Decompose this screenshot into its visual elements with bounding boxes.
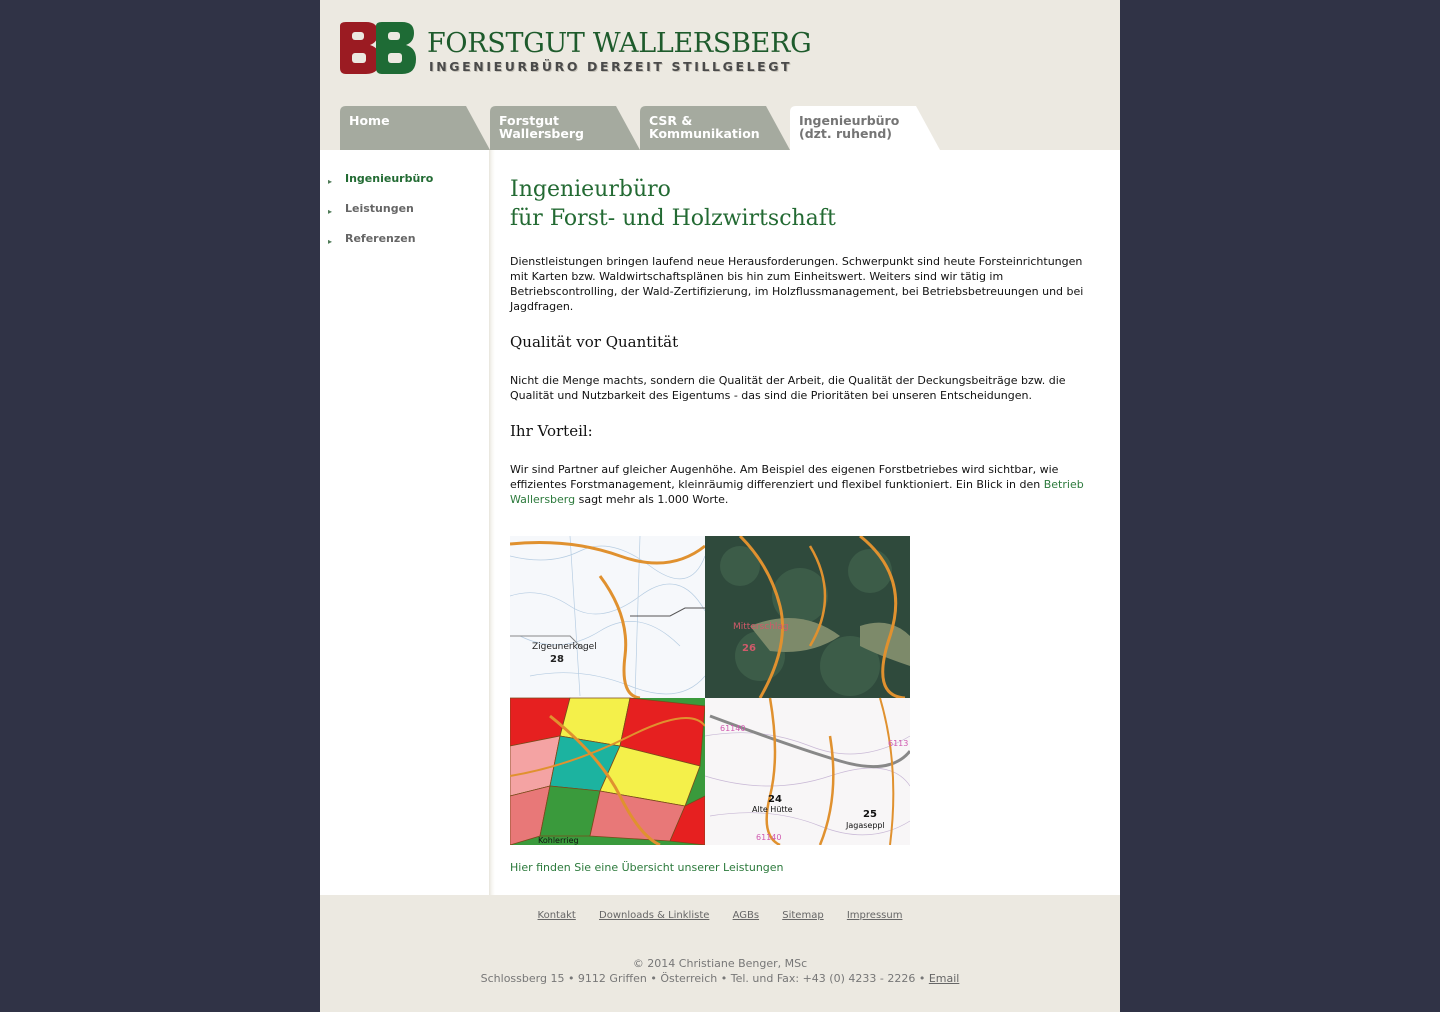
sidebar-link[interactable]: Referenzen [345,232,416,245]
map-label-mitterschlag: Mitterschlag [733,622,789,632]
sidebar-item-ingenieurbuero[interactable] [320,170,490,200]
arrow-icon: ▸ [328,237,333,246]
map-label-24: 24 [768,794,782,805]
advantage-text [510,462,1100,507]
map-label-25: 25 [863,809,877,820]
map-label-kohlerriegel: Kohlerrieg [538,836,579,845]
tab-csr-kommunikation[interactable] [640,106,790,150]
main-area [320,150,1120,895]
main-nav [340,106,1120,150]
sidebar [320,150,490,895]
footer-link-agbs[interactable]: AGBs [732,910,760,921]
tab-forstgut-wallersberg[interactable] [490,106,640,150]
arrow-icon: ▸ [328,207,333,216]
footer-link-sitemap[interactable]: Sitemap [782,910,824,921]
overview-link[interactable]: Hier finden Sie eine Übersicht unserer Leistungen [510,861,784,874]
forest-map-image [510,536,910,845]
brand-title: FORSTGUT WALLERSBERG [427,28,812,59]
brand-subtitle: INGENIEURBÜRO DERZEIT STILLGELEGT [429,59,793,74]
page-title-line1: Ingenieurbüro [510,177,671,202]
map-label-28: 28 [550,654,564,665]
page-title-line2: für Forst- und Holzwirtschaft [510,206,836,231]
map-label-code1: 61140 [720,724,746,733]
map-label-jagaseppl: Jagaseppl [846,821,885,830]
page-title [510,175,1100,233]
sidebar-link[interactable]: Ingenieurbüro [345,172,434,185]
address: Schlossberg 15 • 9112 Griffen • Österreich • Tel. und Fax: +43 (0) 4233 - 2226 • [480,972,929,985]
footer-info [320,956,1120,986]
arrow-icon: ▸ [328,177,333,186]
map-label-26: 26 [742,643,756,654]
address-line [320,971,1120,986]
map-label-alte-huette: Alte Hütte [752,805,793,814]
page [320,0,1120,1012]
footer-link-impressum[interactable]: Impressum [846,910,903,921]
header [320,0,1120,106]
footer-links [320,910,1120,921]
betrieb-wallersberg-link[interactable]: Betrieb Wallersberg [510,478,1084,506]
heading-quality: Qualität vor Quantität [510,333,679,351]
quality-text: Nicht die Menge machts, sondern die Qualität der Arbeit, die Qualität der Deckungsbeiträge bzw. die Qualität und Nutzbarkeit des Eigentums - das sind die Prioritäten bei unseren Entscheidungen. [510,374,1066,402]
tab-ingenieurbuero[interactable] [790,106,940,150]
sidebar-divider [489,150,495,895]
sidebar-item-referenzen[interactable] [320,230,490,260]
map-label-code2: 61140 [756,833,782,842]
email-link[interactable]: Email [928,972,960,985]
map-label-code3: 6113 [888,739,909,748]
tab-label: Home [349,113,390,128]
sidebar-link[interactable]: Leistungen [345,202,414,215]
tab-label: Forstgut Wallersberg [499,113,584,141]
logo[interactable] [336,20,418,76]
tab-home[interactable] [340,106,490,150]
intro-text: Dienstleistungen bringen laufend neue Herausforderungen. Schwerpunkt sind heute Forsteinrichtungen mit Karten bzw. Waldwirtschaftsplänen bis hin zum Einheitswert. Weiters sind wir tätig im Betriebscontrolling, der Wald-Zertifizierung, im Holzflussmanagement, bei Betriebsbetreuungen und bei Jagdfragen. [510,255,1084,313]
advantage-text-start: Wir sind Partner auf gleicher Augenhöhe. Am Beispiel des eigenen Forstbetriebes wird sichtbar, wie effizientes Forstmanagement, kleinräumig differenziert und flexibel funktioniert. Ein Blick in den [510,463,1059,491]
advantage-text-end: sagt mehr als 1.000 Worte. [575,493,729,506]
copyright: © 2014 Christiane Benger, MSc [632,957,808,970]
sidebar-item-leistungen[interactable] [320,200,490,230]
footer-link-kontakt[interactable]: Kontakt [537,910,576,921]
tab-label: CSR & Kommunikation [649,113,760,141]
heading-advantage: Ihr Vorteil: [510,422,593,440]
sub-navigation [320,170,490,260]
footer-link-downloads[interactable]: Downloads & Linkliste [599,910,710,921]
map-label-zigeunerkogel: Zigeunerkogel [532,642,597,652]
tab-label: Ingenieurbüro (dzt. ruhend) [799,113,900,141]
